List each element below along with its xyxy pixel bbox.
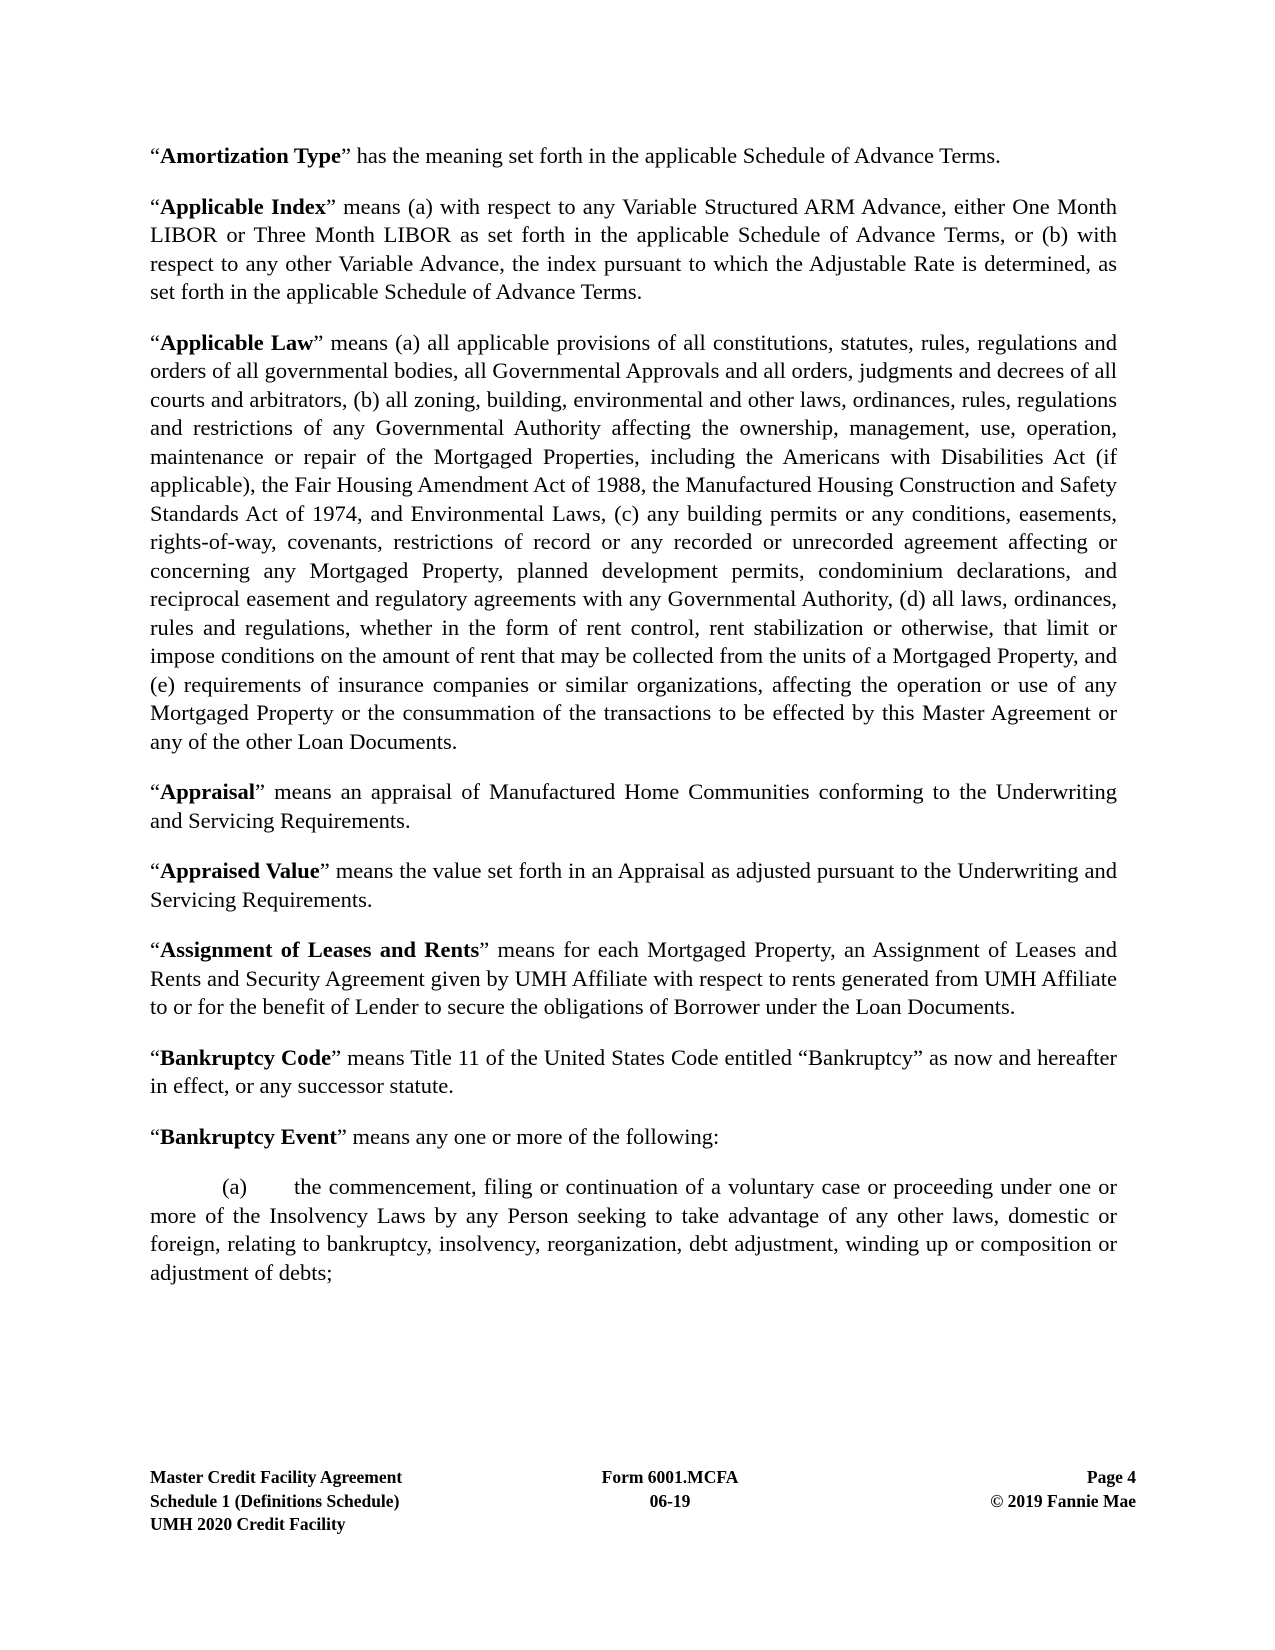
definition-text: means any one or more of the following: [346,1123,720,1149]
subclause-a [150,1173,1117,1287]
definition-text: means (a) all applicable provisions of all constitutions, statutes, rules, regulations and orders of all governmental bodies, all Governmental Approvals and all orders, judgments and decrees of all courts and arbitrators, (b) all zoning, building, environmental and other laws, ordinances, rules, regulations and restrictions of any Governmental Authority affecting the ownership, management, use, operation, maintenance or repair of the Mortgaged Properties, including the Americans with Disabilities Act (if applicable), the Fair Housing Amendment Act of 1988, the Manufactured Housing Construction and Safety Standards Act of 1974, and Environmental Laws, (c) any building permits or any conditions, easements, rights-of-way, covenants, restrictions of record or any recorded or unrecorded agreement affecting or concerning any Mortgaged Property, planned development permits, condominium declarations, and reciprocal easement and regulatory agreements with any Governmental Authority, (d) all laws, ordinances, rules and regulations, whether in the form of rent control, rent stabilization or otherwise, that limit or impose conditions on the amount of rent that may be collected from the units of a Mortgaged Property, and (e) requirements of insurance companies or similar organizations, affecting the operation or use of any Mortgaged Property or the consummation of the transactions to be effected by this Master Agreement or any of the other Loan Documents. [150,329,1117,754]
definition-bankruptcy-event [150,1123,1117,1152]
footer-facility: UMH 2020 Credit Facility [150,1514,346,1534]
defined-term: Appraised Value [160,858,320,883]
defined-term: Assignment of Leases and Rents [160,937,480,962]
footer-center [570,1466,770,1513]
quote-open: “ [150,779,160,804]
quote-open: “ [150,193,160,219]
quote-open: “ [150,937,160,962]
definition-text: has the meaning set forth in the applicable Schedule of Advance Terms. [351,143,1001,168]
footer-schedule: Schedule 1 (Definitions Schedule) [150,1490,400,1511]
footer-document-title: Master Credit Facility Agreement [150,1467,403,1487]
definition-bankruptcy-code [150,1044,1117,1101]
definition-amortization-type [150,142,1117,171]
quote-close: ” [313,329,324,355]
definition-applicable-law [150,329,1117,757]
quote-open: “ [150,143,160,168]
footer-form-number: Form 6001.MCFA [601,1467,739,1487]
definition-text: means for each Mortgaged Property, an Assignment of Leases and Rents and Security Agreement given by UMH Affiliate with respect to rents generated from UMH Affiliate to or for the benefit of Lender to secure the obligations of Borrower under the Loan Documents. [150,937,1117,1019]
definition-appraisal [150,778,1117,835]
quote-close: ” [319,858,330,883]
definition-assignment-of-leases-and-rents [150,936,1117,1022]
footer-page-number: Page 4 [1086,1467,1136,1487]
quote-open: “ [150,858,160,883]
quote-close: ” [336,1123,347,1149]
quote-open: “ [150,1123,160,1149]
footer-left [150,1466,402,1537]
subclause-label: (a) [222,1174,247,1199]
defined-term: Amortization Type [160,143,342,168]
quote-open: “ [150,329,160,355]
definition-text: means Title 11 of the United States Code entitled “Bankruptcy” as now and hereafter in effect, or any successor statute. [150,1044,1117,1098]
subclause-text: the commencement, filing or continuation of a voluntary case or proceeding under one or more of the Insolvency Laws by any Person seeking to take advantage of any other laws, domestic or foreign, relating to bankruptcy, insolvency, reorganization, debt adjustment, winding up or composition or adjustment of debts; [150,1174,1117,1285]
quote-close: ” [341,143,352,168]
defined-term: Appraisal [160,779,256,804]
footer-right [990,1466,1136,1513]
footer-copyright: © 2019 Fannie Mae [990,1490,1136,1511]
quote-close: ” [331,1044,342,1070]
quote-open: “ [150,1044,160,1070]
definition-text: means the value set forth in an Appraisal as adjusted pursuant to the Underwriting and Servicing Requirements. [150,858,1117,912]
document-body [150,142,1117,1309]
quote-close: ” [479,937,490,962]
definition-text: means an appraisal of Manufactured Home Communities conforming to the Underwriting and Servicing Requirements. [150,779,1117,833]
definition-applicable-index [150,193,1117,307]
definition-text: means (a) with respect to any Variable Structured ARM Advance, either One Month LIBOR or Three Month LIBOR as set forth in the applicable Schedule of Advance Terms, or (b) with respect to any other Variable Advance, the index pursuant to which the Adjustable Rate is determined, as set forth in the applicable Schedule of Advance Terms. [150,193,1117,304]
defined-term: Applicable Index [160,193,326,219]
defined-term: Applicable Law [160,329,314,355]
definition-appraised-value [150,857,1117,914]
defined-term: Bankruptcy Code [160,1044,332,1070]
footer-form-date: 06-19 [649,1490,691,1511]
defined-term: Bankruptcy Event [160,1123,337,1149]
quote-close: ” [255,779,266,804]
quote-close: ” [325,193,336,219]
